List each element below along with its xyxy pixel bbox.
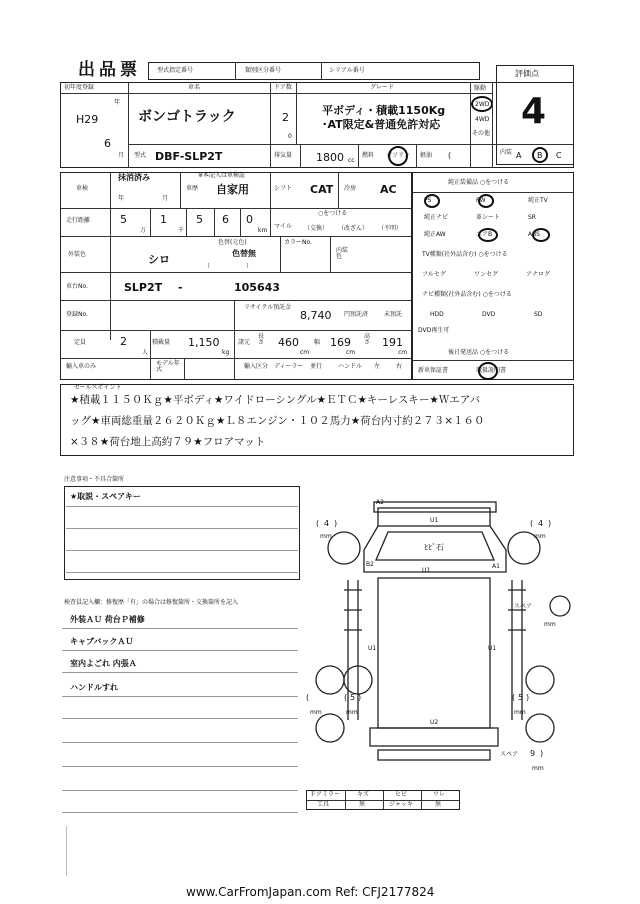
notes-line-1: ★取説・スペアキー [70,492,141,501]
mileage-digit-2: 1 [160,213,167,226]
equip-ps[interactable]: PS [424,197,432,204]
model-label: 型式 [134,152,147,159]
navi-option-2[interactable]: SD [534,311,543,318]
sales-line-2: ッグ★車両総重量２６２０Ｋｇ★Ｌ８エンジン・１０２馬力★荷台内寸約２７３×１６０ [70,415,485,427]
equip-abs[interactable]: ABS [528,231,540,238]
equipment-title: 純正装備品 ○をつける [448,179,510,186]
wheel-rear-left-2 [316,714,344,742]
interior-b-circle [532,147,548,163]
right-rail-marks [508,590,526,630]
interior-a[interactable]: A [516,151,522,160]
damage-u2: U2 [430,719,439,726]
spare-close: ) [540,749,544,758]
inspector-label: 検査員記入欄：修復歴「有」の場合は修復箇所・交換箇所を記入 [64,599,239,606]
car-name-label: 車名 [188,84,201,91]
grade-line1: 平ボディ・積載1150Kg [322,104,446,117]
doors-label: ドア数 [274,84,292,91]
chassis-number: 105643 [234,281,280,294]
bed-outline [378,578,490,728]
color-label: 外装色 [68,251,87,258]
left-rail-marks [344,590,362,630]
meter-unknown[interactable]: （不明） [378,225,403,232]
tv-option-1[interactable]: ワンセグ [474,271,499,278]
damage-a1: A1 [492,563,500,570]
spare-top-mm: mm [544,621,556,628]
load-value: 1,150 [188,336,220,349]
load-unit: kg [222,349,230,356]
shift-value: CAT [310,183,334,196]
mileage-unit-sen: 千 [178,227,185,234]
displacement-unit: cc [348,157,355,164]
pw-circle [478,194,494,208]
doors-value: 2 [282,111,289,124]
damage-u1-left: U1 [368,645,377,652]
damage-u1-top: U1 [430,517,439,524]
load-label: 積載量 [152,339,171,346]
meter-exchanged[interactable]: （交換） [304,225,329,232]
mileage-digit-5: 0 [246,213,253,226]
interior-label: 内装 [500,149,513,156]
tire-fr-mm: mm [534,533,546,540]
mile-label[interactable]: マイル [274,223,292,230]
length-unit: cm [300,349,310,356]
tire-rr-mm: mm [514,709,526,716]
reg-number-label: 登録No. [66,311,88,318]
wheel-front-left [328,532,360,564]
equip-airbag[interactable]: エアB [476,231,493,238]
dims-label: 諸元 [238,339,251,346]
ac-value: AC [380,183,397,196]
chassis-dash: - [178,281,183,294]
tire-rl1-open: ( [306,693,310,702]
spare-tread-value: 9 [530,749,536,758]
recycle-unit: 円預託済 [344,311,369,318]
navi-option-0[interactable]: HDD [430,311,444,318]
ac-label: 冷房 [344,185,357,192]
damage-a2: A2 [376,499,384,506]
sales-line-1: ★積載１１５０Ｋｇ★平ボディ★ワイドローシングル★ＥＴＣ★キーレスキー★Ｗエアバ [70,394,480,406]
handle-left[interactable]: 左 [374,363,381,370]
equip-pw[interactable]: PW [476,197,486,204]
manual-doc[interactable]: 取扱説明書 [476,367,507,374]
tire-rl2-mm: mm [346,709,358,716]
use-note: ※本記入は車検証 [198,172,246,179]
recycle-label: リサイクル預託金 [244,304,292,311]
interior-b[interactable]: B [537,151,543,160]
tire-fl-mm: mm [320,533,332,540]
score-label: 評価点 [515,69,539,78]
damage-chip: ﾋﾋﾞ石 [424,543,444,552]
color-change-label: 色替(元色) [218,239,247,246]
inspector-line-3: 室内よごれ 内張Ａ [70,659,137,668]
damage-u1-mid: U1 [422,567,431,574]
form-title: 出品票 [78,60,141,80]
displacement-value: 1800 [316,151,344,164]
year-unit: 年 [114,99,121,106]
height-unit: cm [398,349,408,356]
mileage-digit-1: 5 [120,213,127,226]
equip-leather[interactable]: 革シート [476,214,501,221]
interior-color-label: 内装色 [336,247,349,260]
cond-tools-status: 無 [359,801,366,808]
light-oil-label: 軽油 [420,152,433,159]
width-value: 169 [330,336,351,349]
spare-bottom-mm: mm [532,765,544,772]
tire-rl-value: 5 [350,693,356,702]
cond-header-scratch: キズ [357,791,369,798]
mileage-note: ○をつける [318,210,348,217]
handle-right[interactable]: 右 [396,363,403,370]
rear-bumper [378,750,490,760]
tv-option-0[interactable]: フルセグ [422,271,446,278]
model-year-label: モデル年式 [156,360,180,373]
color-change-value: 色替無 [232,249,256,258]
fuel-circle [386,146,411,166]
import-label: 輸入車のみ [66,363,97,370]
equip-tv[interactable]: 純正TV [528,197,548,204]
width-unit: cm [346,349,356,356]
height-value: 191 [382,336,403,349]
doors-extra: 0 [288,133,292,140]
tire-rl2-open: ( [344,693,348,702]
tire-fr-value: 4 [538,519,544,528]
bed-rear-outline [370,728,498,746]
manual-circle [478,362,498,380]
condition-table [306,790,460,810]
drive-2wd-circle [471,96,493,112]
color-original-paren: （ ） [204,263,253,270]
tv-option-2[interactable]: アナログ [526,271,551,278]
footer-ref: www.CarFromJapan.com Ref: CFJ2177824 [186,885,435,899]
tire-rl2-close: ) [358,693,362,702]
import-dealer[interactable]: ディーラー [274,363,304,370]
tire-fl-close: ) [334,519,338,528]
spare-label-bottom: スペア [500,751,519,758]
length-value: 460 [278,336,299,349]
shaken-month: 月 [162,195,169,202]
warranty-doc[interactable]: 新車保証書 [418,367,449,374]
drive-2wd[interactable]: 2WD [475,101,490,108]
import-type-label: 輸入区分 [244,363,269,370]
recycle-value: 8,740 [300,309,332,322]
grade-label: グレード [370,84,395,91]
car-name: ボンゴトラック [138,109,236,125]
mileage-digit-4: 6 [222,213,229,226]
mileage-unit-km: km [258,227,268,234]
class-number-label: 類別区分番号 [245,67,282,74]
inspector-line-4: ハンドルすれ [70,683,118,692]
chassis-model: SLP2T [124,281,163,294]
shift-label: シフト [274,185,293,192]
damage-b2: B2 [366,561,374,568]
abs-circle [532,228,550,242]
wheel-rear-right [526,666,554,694]
fuel-value: ガソリン [386,152,411,159]
drive-other[interactable]: その他 [472,130,491,137]
equip-aw[interactable]: 純正AW [424,231,446,238]
spare-label-top: スペア [514,603,533,610]
shaken-value: 抹消済み [118,173,150,182]
cond-header-crack: ヒビ [395,791,408,798]
fuel-label: 燃料 [362,152,375,159]
cond-tools: 工具 [317,801,330,808]
mileage-unit-man: 万 [140,227,147,234]
cond-header-mirror: Ｆアミラー [310,791,341,798]
damage-u1-right: U1 [488,645,497,652]
mileage-label: 走行距離 [66,217,91,224]
displacement-label: 排気量 [274,152,293,159]
dvd-playback[interactable]: DVD再生可 [418,327,450,334]
month-unit: 月 [118,152,125,159]
tire-fr-open: ( [530,519,534,528]
color-value: シロ [148,253,170,266]
interior-c[interactable]: C [556,151,562,160]
details-table [60,172,412,380]
cond-header-break: ワレ [433,791,446,798]
width-label: 幅 [314,339,321,346]
seats-label: 定員 [74,339,87,346]
use-label: 車歴 [186,185,199,192]
drive-label: 駆動 [474,85,487,92]
mileage-digit-3: 5 [196,213,203,226]
type-number-label: 型式指定番号 [157,67,194,74]
seats-value: 2 [120,335,127,348]
tire-rr-value: 5 [518,693,524,702]
handle-label: ハンドル [338,363,363,370]
sales-points-label: セールスポイント [74,384,122,391]
equip-navi[interactable]: 純正ナビ [424,214,449,221]
spare-tire-top [550,596,570,616]
wheel-rear-left-outer [316,666,344,694]
vehicle-damage-diagram [300,480,580,800]
registration-label: 初年度登録 [64,84,95,91]
light-oil-value: ( [448,151,452,160]
length-label: 長さ [258,333,265,346]
model-code: DBF-SLP2T [155,150,223,163]
navi-title: ナビ種類(社外品含む) ○をつける [422,291,512,298]
recycle-status: 未預託 [384,311,403,318]
shaken-label: 車検 [76,185,89,192]
id-fields-box [148,62,480,80]
tire-fr-close: ) [548,519,552,528]
import-parallel[interactable]: 並行 [310,363,323,370]
tv-title: TV種類(社外品含む) ○をつける [422,251,508,258]
docs-title: 後日発送品 ○をつける [448,349,510,356]
wheel-rear-right-2 [526,714,554,742]
roof-outline [374,499,496,512]
ps-circle [424,194,440,208]
tire-fl-value: 4 [324,519,330,528]
tire-rr-open: ( [512,693,516,702]
chassis-label: 車台No. [66,283,88,290]
tire-fl-open: ( [316,519,320,528]
shaken-year: 年 [118,195,125,202]
seats-unit: 人 [142,349,149,356]
height-label: 高さ [364,333,371,346]
equip-sunroof[interactable]: SR [528,214,536,221]
meter-tampered[interactable]: （改ざん） [338,225,369,232]
airbag-circle [478,228,498,242]
cond-jack-status: 無 [435,801,442,808]
sales-line-3: ×３８★荷台地上高約７９★フロアマット [70,436,266,448]
inspector-line-1: 外装ＡＵ 荷台Ｐ補修 [70,615,145,624]
drive-4wd[interactable]: 4WD [475,116,490,123]
cond-jack: ジャッキ [389,801,413,808]
registration-year: H29 [76,113,99,126]
color-code-label: カラーNo. [284,239,312,246]
inspector-line-2: キャブバックＡＵ [70,637,134,646]
serial-number-label: シリアル番号 [329,67,365,74]
tire-rr-close: ) [526,693,530,702]
tire-rl1-mm: mm [310,709,322,716]
navi-option-1[interactable]: DVD [482,311,496,318]
use-value: 自家用 [216,183,249,196]
registration-month: 6 [104,137,111,150]
grade-line2: ･AT限定&普通免許対応 [322,118,441,131]
notes-label: 注意事項・不具合箇所 [64,476,125,483]
score-value: 4 [521,91,547,132]
